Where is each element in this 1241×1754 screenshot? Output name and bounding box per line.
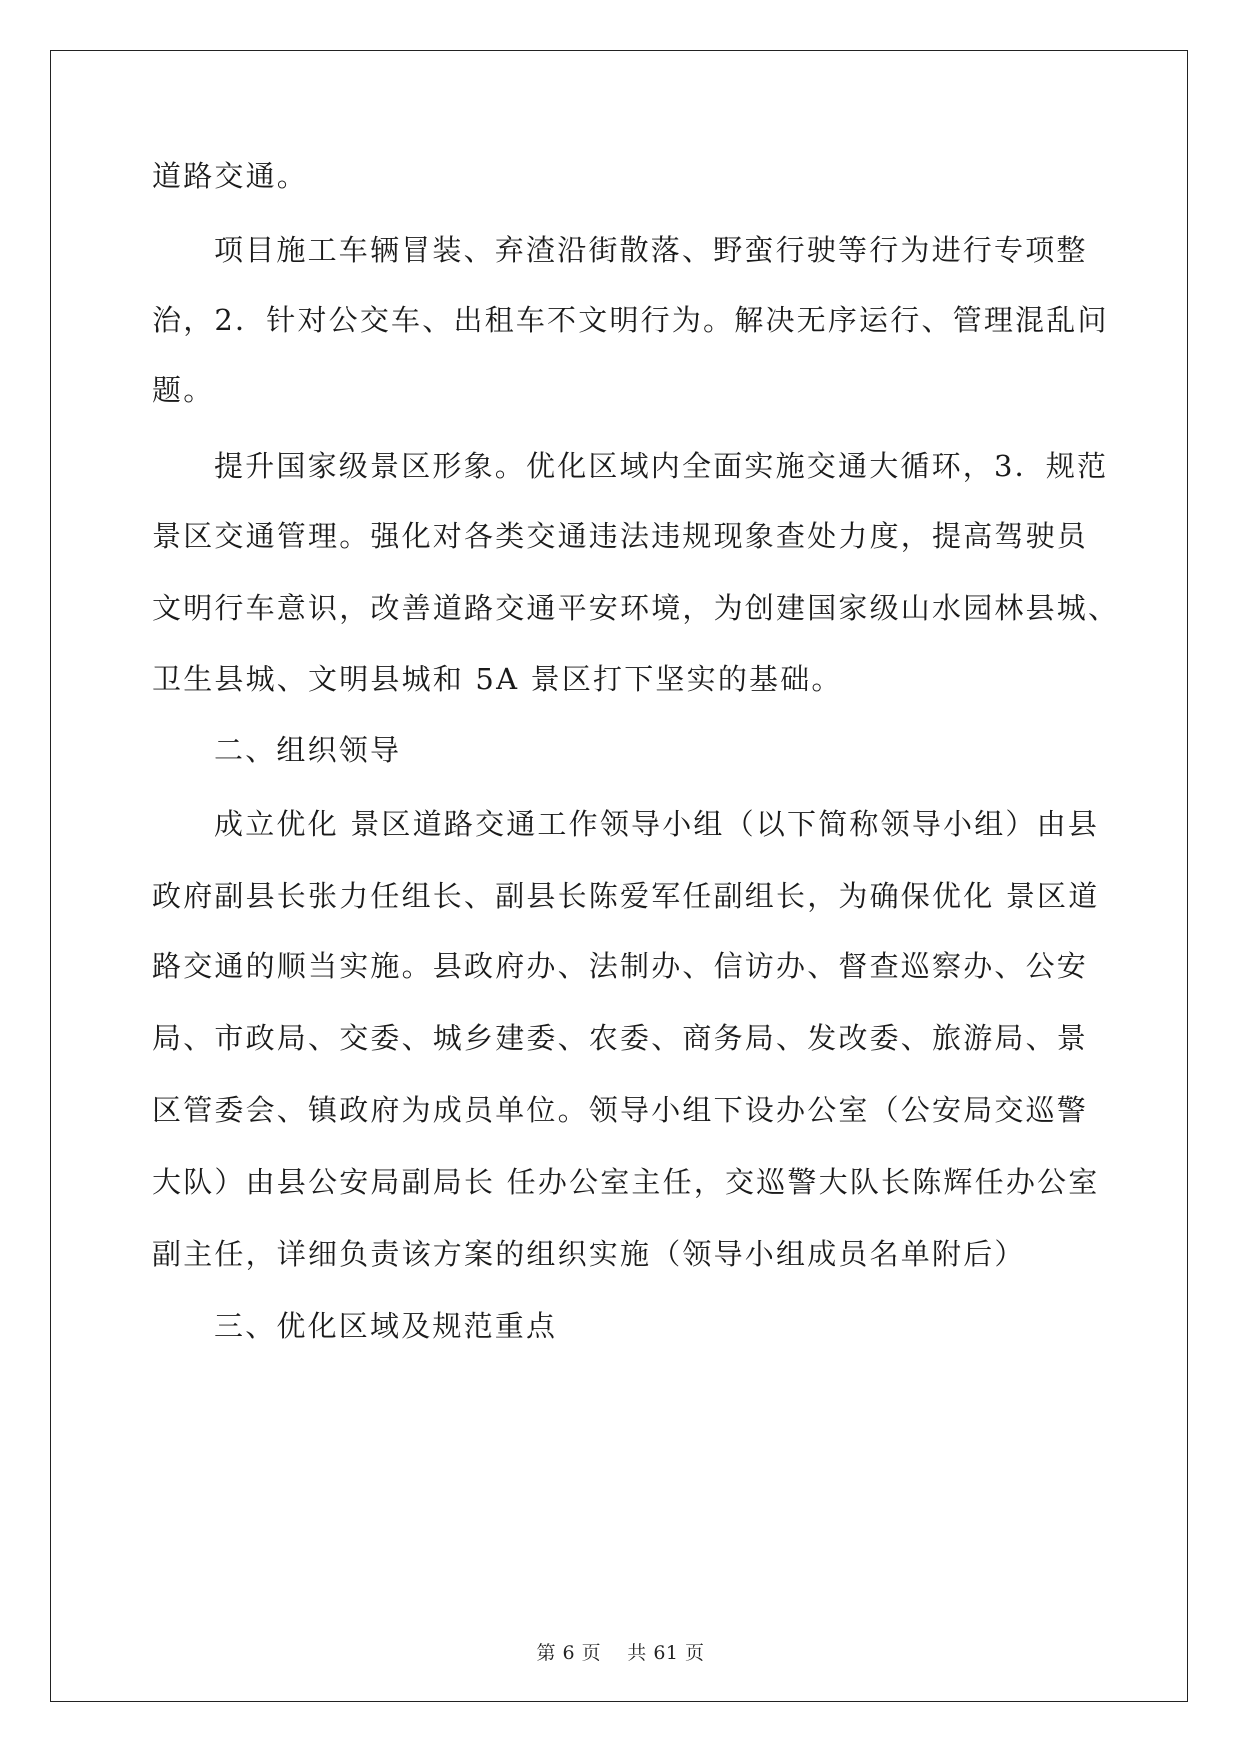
text-line: 副主任，详细负责该方案的组织实施（领导小组成员名单附后） — [152, 1237, 1026, 1271]
text-line: 题。 — [152, 373, 215, 407]
text-line: 政府副县长张力任组长、副县长陈爱军任副组长，为确保优化 景区道 — [152, 879, 1100, 913]
text-line: 卫生县城、文明县城和 5A 景区打下坚实的基础。 — [152, 662, 843, 696]
text-line: 治，2．针对公交车、出租车不文明行为。解决无序运行、管理混乱问 — [152, 303, 1109, 337]
section-heading: 二、组织领导 — [214, 733, 402, 767]
text-line: 项目施工车辆冒装、弃渣沿街散落、野蛮行驶等行为进行专项整 — [214, 233, 1088, 267]
text-line: 景区交通管理。强化对各类交通违法违规现象查处力度，提高驾驶员 — [152, 519, 1089, 553]
text-line: 路交通的顺当实施。县政府办、法制办、信访办、督查巡察办、公安 — [152, 949, 1089, 983]
text-line: 道路交通。 — [152, 159, 309, 193]
text-line: 文明行车意识，改善道路交通平安环境，为创建国家级山水园林县城、 — [152, 591, 1120, 625]
text-line: 提升国家级景区形象。优化区域内全面实施交通大循环，3．规范 — [214, 449, 1109, 483]
page-number: 第 6 页 共 61 页 — [536, 1642, 705, 1664]
text-line: 大队）由县公安局副局长 任办公室主任，交巡警大队长陈辉任办公室 — [152, 1165, 1100, 1199]
page-footer — [0, 1638, 1241, 1665]
text-line: 区管委会、镇政府为成员单位。领导小组下设办公室（公安局交巡警 — [152, 1093, 1089, 1127]
section-heading: 三、优化区域及规范重点 — [214, 1309, 558, 1343]
text-line: 局、市政局、交委、城乡建委、农委、商务局、发改委、旅游局、景 — [152, 1021, 1089, 1055]
text-line: 成立优化 景区道路交通工作领导小组（以下简称领导小组）由县 — [214, 807, 1100, 841]
